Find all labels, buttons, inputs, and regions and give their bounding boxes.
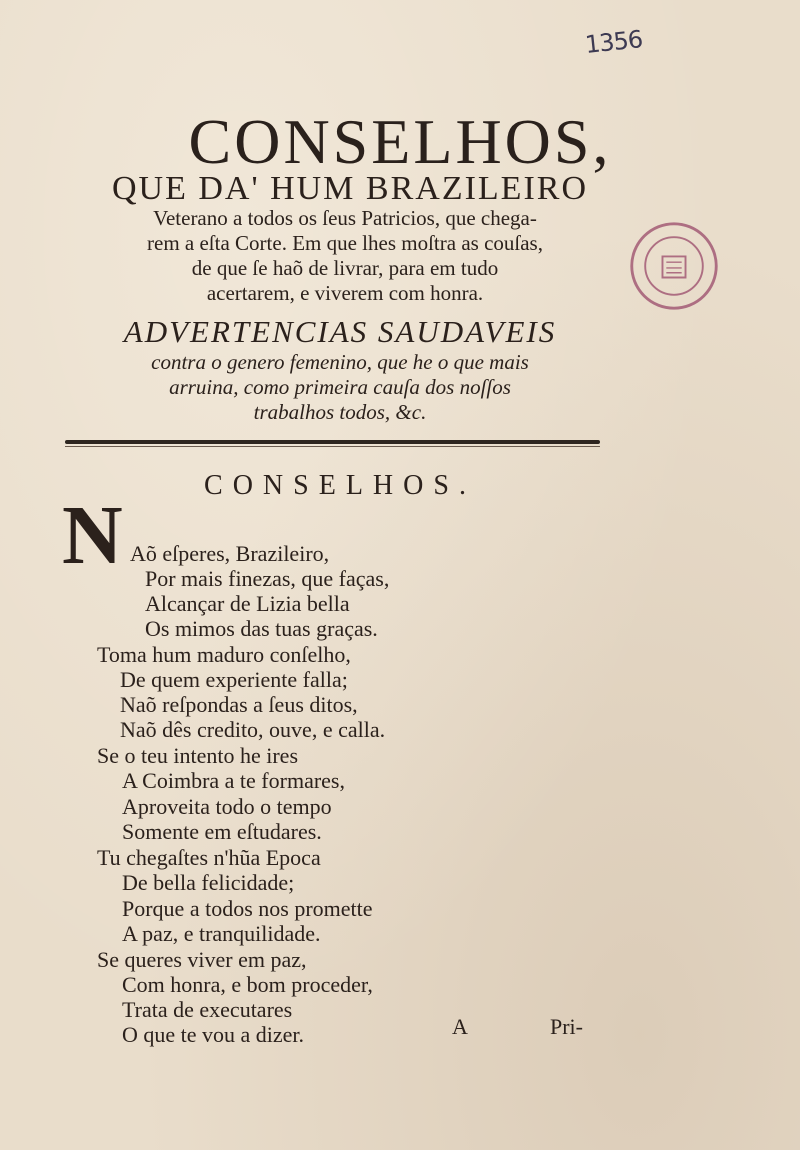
advertencias-line: contra o genero femenino, que he o que mais — [151, 350, 529, 374]
subtitle-line: Veterano a todos os ſeus Patricios, que chega- — [153, 206, 537, 230]
poem-line: A paz, e tranquilidade. — [122, 921, 321, 946]
poem-line: Se o teu intento he ires — [97, 743, 299, 768]
poem-line: Por mais finezas, que faças, — [145, 566, 390, 591]
poem-line: Alcançar de Lizia bella — [145, 591, 350, 616]
poem-line: Toma hum maduro conſelho, — [97, 642, 351, 667]
poem-line: Porque a todos nos promette — [122, 896, 373, 921]
document-title: CONSELHOS, — [188, 106, 612, 177]
section-heading: CONSELHOS. — [204, 470, 476, 501]
drop-cap: N — [62, 489, 123, 582]
library-stamp-icon — [626, 218, 722, 314]
poem-line: A Coimbra a te formares, — [122, 768, 345, 793]
divider-rule — [65, 440, 600, 444]
subtitle-line: de que ſe haõ de livrar, para em tudo — [191, 256, 499, 280]
document-subtitle: QUE DA' HUM BRAZILEIRO — [111, 170, 589, 207]
poem-line: De bella felicidade; — [122, 870, 295, 895]
poem-line: O que te vou a dizer. — [122, 1022, 305, 1047]
poem-line: Naõ reſpondas a ſeus ditos, — [120, 692, 358, 717]
poem-line: Trata de executares — [122, 997, 293, 1022]
poem-line: Naõ dês credito, ouve, e calla. — [120, 717, 386, 742]
poem-line: Somente em eſtudares. — [122, 819, 322, 844]
advertencias-line: arruina, como primeira cauſa dos noſſos — [169, 375, 511, 399]
advertencias-line: trabalhos todos, &c. — [253, 400, 427, 424]
poem-line: Com honra, e bom proceder, — [122, 972, 373, 997]
poem-line: Aproveita todo o tempo — [122, 794, 332, 819]
poem-line: Tu chegaſtes n'hũa Epoca — [97, 845, 321, 870]
advertencias-heading: ADVERTENCIAS SAUDAVEIS — [123, 314, 557, 349]
catchword: Pri- — [550, 1014, 583, 1039]
subtitle-line: rem a eſta Corte. Em que lhes moſtra as couſas, — [147, 231, 543, 255]
poem-line: Se queres viver em paz, — [97, 947, 307, 972]
poem-line: Os mimos das tuas graças. — [145, 616, 378, 641]
handwritten-shelf-mark: 1356 — [583, 25, 644, 59]
subtitle-line: acertarem, e viverem com honra. — [206, 281, 484, 305]
signature-mark: A — [452, 1014, 468, 1039]
divider-rule-thin — [65, 446, 600, 447]
poem-line: De quem experiente falla; — [120, 667, 348, 692]
advertencias-text — [75, 350, 605, 425]
subtitle-text — [70, 206, 620, 306]
poem-line: Aõ eſperes, Brazileiro, — [130, 541, 330, 566]
